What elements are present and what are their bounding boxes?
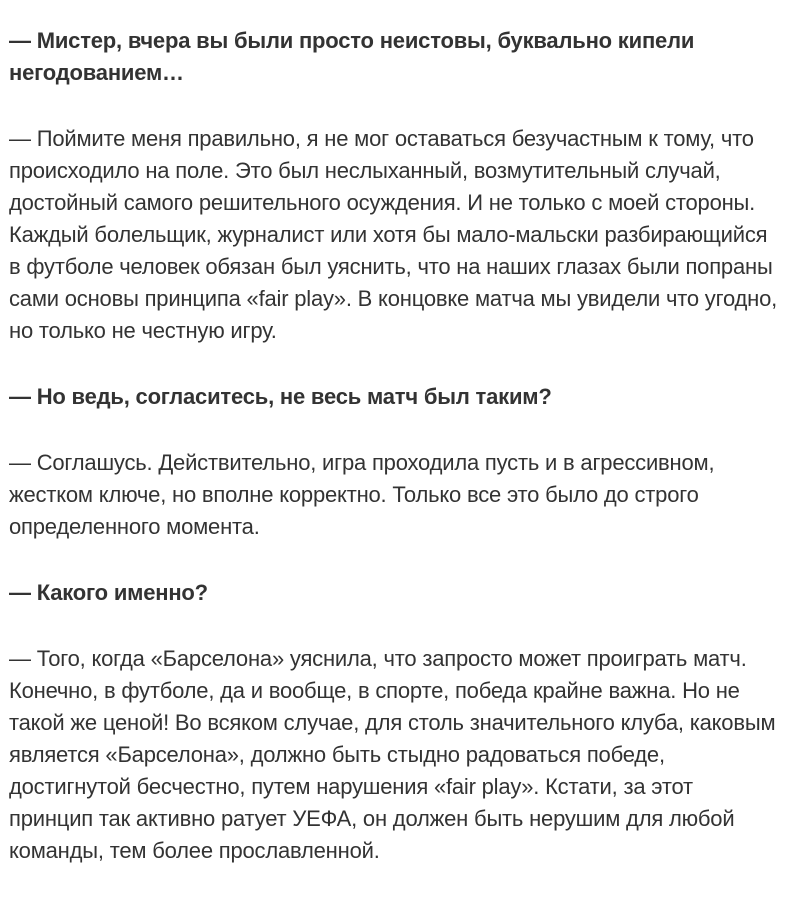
interview-question: — Какого именно?: [9, 580, 208, 605]
interview-answer: — Того, когда «Барселона» уяснила, что запросто может проиграть матч. Конечно, в футболе, да и вообще, в спорте, победа крайне важна. Но не такой же ценой! Во всяком случае, для столь значительного клуба, каковым является «Барселона», должно быть стыдно радоваться победе, достигнутой бесчестно, путем нарушения «fair play». Кстати, за этот принцип так активно ратует УЕФА, он должен быть нерушим для любой команды, тем более прославленной.: [9, 646, 776, 863]
interview-answer: — Соглашусь. Действительно, игра проходила пусть и в агрессивном, жестком ключе, но вполне корректно. Только все это было до строго определенного момента.: [9, 450, 715, 539]
interview-question: — Мистер, вчера вы были просто неистовы, буквально кипели негодованием…: [9, 28, 695, 85]
interview-question: — Но ведь, согласитесь, не весь матч был таким?: [9, 384, 552, 409]
interview-answer: — Поймите меня правильно, я не мог оставаться безучастным к тому, что происходило на поле. Это был неслыханный, возмутительный случай, достойный самого решительного осуждения. И не только с моей стороны. Каждый болельщик, журналист или хотя бы мало-мальски разбирающийся в футболе человек обязан был уяснить, что на наших глазах были попраны сами основы принципа «fair play». В концовке матча мы увидели что угодно, но только не честную игру.: [9, 126, 778, 343]
